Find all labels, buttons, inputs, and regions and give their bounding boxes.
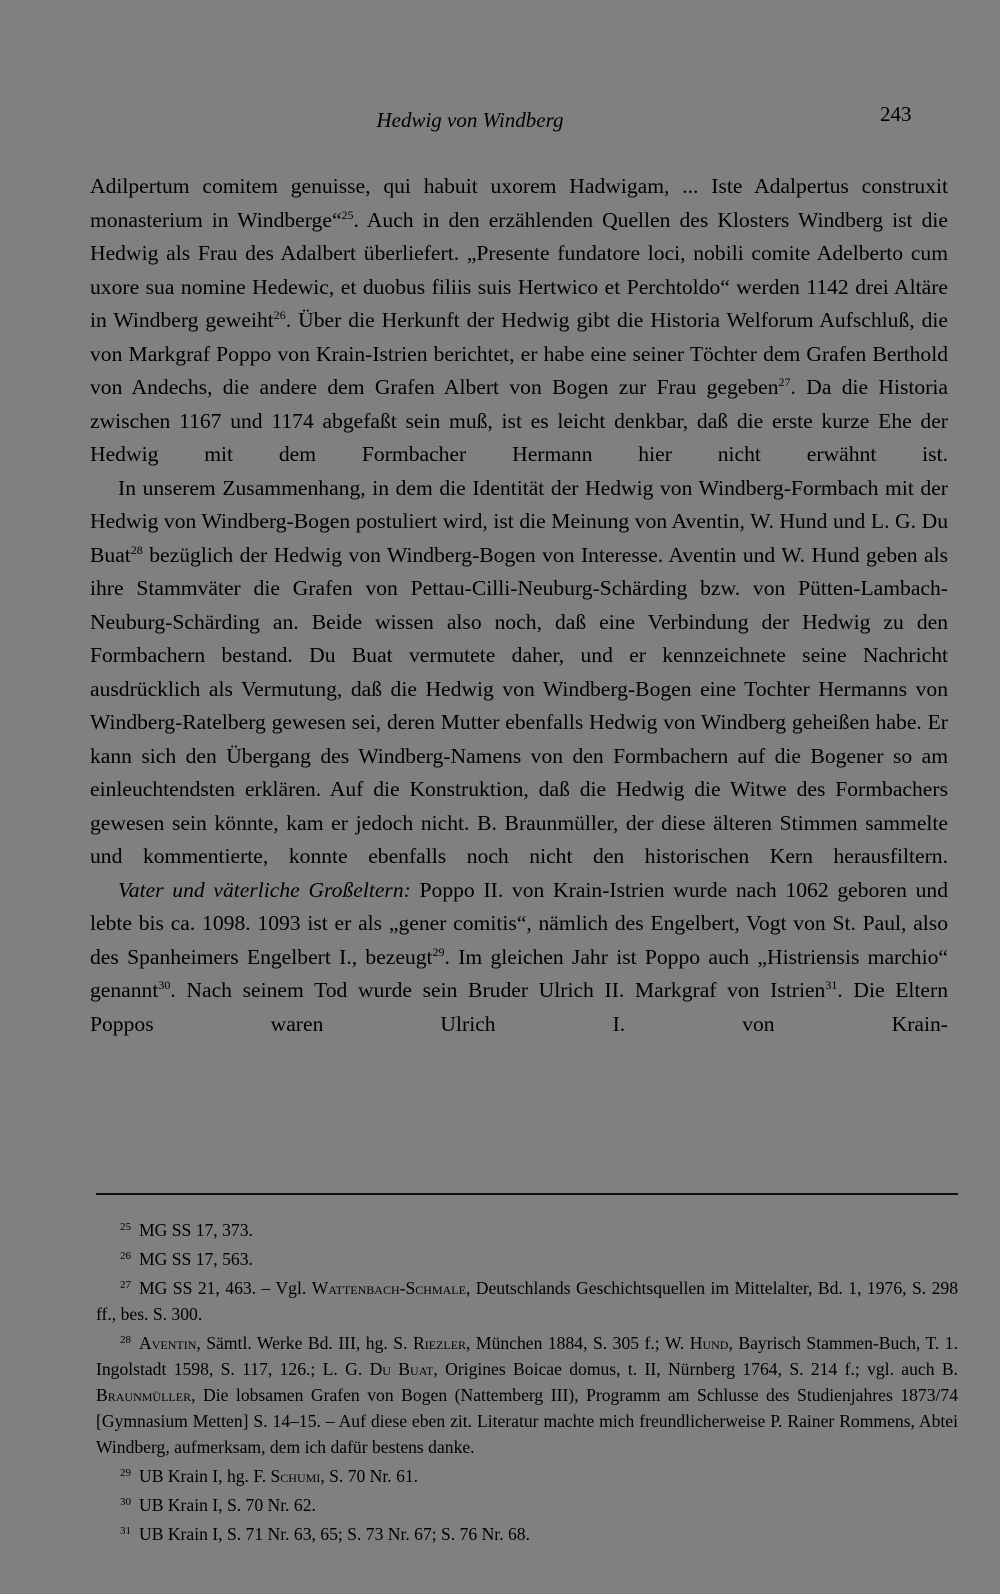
footnote-26: $^{26}$ MG SS 17, 563. [120,1249,253,1269]
footnote-27: $^{27}$ MG SS 21, 463. – Vgl. Wattenbach-Schmale, Deutschlands Geschichtsquellen im Mittelalter, Bd. 1, 1976, S. 298 ff., bes. S. 300. [96,1278,958,1324]
footnote-ref-30[interactable]: 30 [158,978,171,992]
footnote-29: $^{29}$ UB Krain I, hg. F. Schumi, S. 70 Nr. 61. [120,1466,419,1486]
footnote-ref-27[interactable]: 27 [778,375,791,389]
paragraph-2: In unserem Zusammenhang, in dem die Identität der Hedwig von Windberg-Formbach mit der Hedwig von Windberg-Bogen postuliert wird, ist die Meinung von Aventin, W. Hund und L. G. Du Buat$^{28}$ bezüglich der Hedwig von Windberg-Bogen von Interesse. Aventin und W. Hund geben als ihre Stammväter die Grafen von Pettau-Cilli-Neuburg-Schärding bzw. von Pütten-Lambach-Neuburg-Schärding an. Beide wissen also noch, daß eine Verbindung der Hedwig zu den Formbachern bestand. Du Buat vermutete daher, und er kennzeichnete seine Nachricht ausdrücklich als Vermutung, daß die Hedwig von Windberg-Bogen eine Tochter Hermanns von Windberg-Ratelberg gewesen sei, deren Mutter ebenfalls Hedwig von Windberg geheißen habe. Er kann sich den Übergang des Windberg-Namens von den Formbachern auf die Bogener so am einleuchtendsten erklären. Auf die Konstruktion, daß die Hedwig die Witwe des Formbachers gewesen sein könnte, kam er jedoch nicht. B. Braunmüller, der diese älteren Stimmen sammelte und kommentierte, konnte ebenfalls noch nicht den historischen Kern herausfiltern. [90,475,948,868]
footnote-28: $^{28}$ Aventin, Sämtl. Werke Bd. III, hg. S. Riezler, München 1884, S. 305 f.; W. Hund, Bayrisch Stammen-Buch, T. 1. Ingolstadt 1598, S. 117, 126.; L. G. Du Buat, Origines Boicae domus, t. II, Nürnberg 1764, S. 214 f.; vgl. auch B. Braunmüller, Die lobsamen Grafen von Bogen (Nattemberg III), Programm am Schlusse des Studienjahres 1873/74 [Gymnasium Metten] S. 14–15. – Auf diese eben zit. Literatur machte mich freundlicherweise P. Rainer Rommens, Abtei Windberg, aufmerksam, dem ich dafür bestens danke. [96,1333,958,1457]
footnotes [96,1214,958,1547]
running-title: Hedwig von Windberg [376,108,564,132]
footnote-ref-31[interactable]: 31 [825,978,838,992]
footnote-ref-29[interactable]: 29 [432,944,445,959]
footnote-25: $^{25}$ MG SS 17, 373. [120,1220,253,1240]
footnote-ref-28[interactable]: 28 [130,542,143,557]
body-text [90,170,948,1041]
page-number: 243 [880,102,912,126]
section-lead: Vater und väterliche Großeltern: [118,877,411,902]
footnote-divider [96,1193,958,1195]
footnote-ref-25[interactable]: 25 [341,207,354,222]
footnote-30: $^{30}$ UB Krain I, S. 70 Nr. 62. [120,1495,316,1515]
paragraph-3: Vater und väterliche Großeltern: Poppo II. von Krain-Istrien wurde nach 1062 geboren und lebte bis ca. 1098. 1093 ist er als „gener comitis“, nämlich des Engelbert, Vogt von St. Paul, also des Spanheimers Engelbert I., bezeugt$^{29}$. Im gleichen Jahr ist Poppo auch „Histriensis marchio“ genannt$^{30}$. Nach seinem Tod wurde sein Bruder Ulrich II. Markgraf von Istrien$^{31}$. Die Eltern Poppos waren Ulrich I. von Krain- [90,877,948,1036]
footnote-ref-26[interactable]: 26 [273,308,286,322]
footnote-31: $^{31}$ UB Krain I, S. 71 Nr. 63, 65; S. 73 Nr. 67; S. 76 Nr. 68. [120,1524,530,1544]
paragraph-1: Adilpertum comitem genuisse, qui habuit uxorem Hadwigam, ... Iste Adalpertus construxit monasterium in Windberge“$^{25}$. Auch in den erzählenden Quellen des Klosters Windberg ist die Hedwig als Frau des Adalbert überliefert. „Presente fundatore loci, nobili comite Adelberto cum uxore sua nomine Hedewic, et duobus filiis suis Hertwico et Perchtoldo“ werden 1142 drei Altäre in Windberg geweiht$^{26}$. Über die Herkunft der Hedwig gibt die Historia Welforum Aufschluß, die von Markgraf Poppo von Krain-Istrien berichtet, er habe eine seiner Töchter dem Grafen Berthold von Andechs, die andere dem Grafen Albert von Bogen zur Frau gegeben$^{27}$. Da die Historia zwischen 1167 und 1174 abgefaßt sein muß, ist es leicht denkbar, daß die erste kurze Ehe der Hedwig mit dem Formbacher Hermann hier nicht erwähnt ist. [90,174,948,466]
